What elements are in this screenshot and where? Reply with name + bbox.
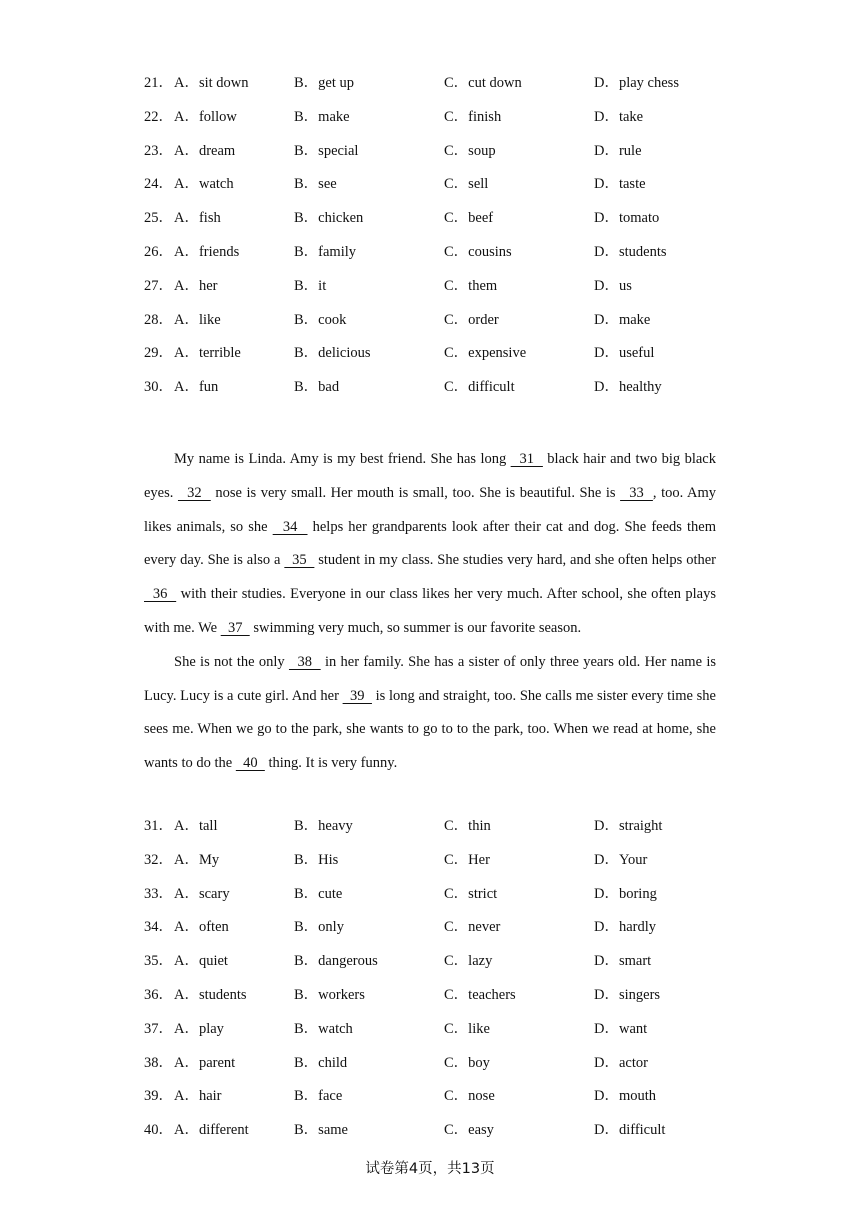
option-c: C．lazy [444, 953, 493, 970]
question-number: 21． [144, 75, 173, 91]
option-d: D．useful [594, 345, 655, 362]
option-a: A．follow [174, 108, 237, 125]
question-row [144, 141, 744, 175]
option-b: B．child [294, 1054, 348, 1071]
question-row [144, 985, 744, 1019]
option-d: D．actor [594, 1054, 648, 1071]
option-a: A．scary [174, 885, 230, 902]
option-c: C．expensive [444, 345, 527, 362]
option-b: B．same [294, 1122, 348, 1139]
option-b: B．make [294, 108, 350, 125]
question-row [144, 1120, 744, 1154]
question-number: 25． [144, 210, 173, 227]
option-d: D．hardly [594, 919, 657, 936]
question-row [144, 816, 744, 850]
question-number: 28． [144, 311, 173, 328]
passage-text: helps her grandparents look after their cat and dog. She feeds them every day. She is also a [144, 518, 716, 569]
question-number: 32． [144, 851, 173, 868]
option-c: C．Her [444, 851, 490, 868]
blank-38: 38 [288, 653, 321, 670]
option-a: A．terrible [174, 345, 241, 362]
option-c: C．beef [444, 210, 494, 227]
blank-40: 40 [235, 755, 265, 772]
passage-paragraph-1 [144, 443, 716, 646]
option-d: D．difficult [594, 1122, 666, 1139]
question-row [144, 850, 744, 884]
question-row [144, 343, 744, 377]
passage-text: in her family. She has a sister of only three years old. Her name is Lucy. Lucy is a cute girl. And her [144, 653, 716, 704]
option-d: D．take [594, 108, 644, 125]
option-a: A．friends [174, 243, 240, 260]
question-number: 34． [144, 919, 173, 936]
passage-text: swimming very much, so summer is our favorite season. [249, 619, 582, 636]
question-row [144, 1053, 744, 1087]
option-c: C．never [444, 919, 501, 936]
blank-39: 39 [342, 687, 372, 704]
option-d: D．taste [594, 176, 646, 193]
blank-35: 35 [284, 552, 315, 569]
option-c: C．cut down [444, 75, 522, 91]
option-b: B．bad [294, 379, 340, 396]
option-b: B．watch [294, 1020, 353, 1037]
option-c: C．order [444, 311, 499, 328]
option-b: B．dangerous [294, 953, 378, 970]
option-d: D．boring [594, 885, 657, 902]
question-number: 27． [144, 277, 173, 294]
option-c: C．cousins [444, 243, 512, 260]
option-c: C．finish [444, 108, 502, 125]
option-a: A．quiet [174, 953, 228, 970]
option-c: C．easy [444, 1122, 494, 1139]
option-c: C．sell [444, 176, 489, 193]
question-row [144, 1086, 744, 1120]
question-row [144, 951, 744, 985]
reading-passage [144, 443, 716, 781]
question-number: 39． [144, 1088, 173, 1105]
option-d: D．make [594, 311, 651, 328]
passage-text: nose is very small. Her mouth is small, too. She is beautiful. She is [210, 484, 621, 501]
option-c: C．thin [444, 818, 491, 834]
passage-text: with their studies. Everyone in our class likes her very much. After school, she often plays with me. We [144, 586, 716, 636]
question-row [144, 884, 744, 918]
option-a: A．fun [174, 379, 219, 396]
option-d: D．mouth [594, 1088, 657, 1105]
question-row [144, 242, 744, 276]
option-a: A．fish [174, 210, 221, 227]
option-d: D．straight [594, 818, 663, 834]
option-c: C．like [444, 1020, 490, 1037]
option-a: A．different [174, 1122, 249, 1139]
option-c: C．soup [444, 142, 496, 159]
option-b: B．heavy [294, 818, 353, 834]
option-b: B．workers [294, 986, 365, 1003]
blank-34: 34 [272, 518, 308, 535]
option-d: D．Your [594, 851, 648, 868]
question-block-21-30 [144, 73, 744, 411]
question-row [144, 73, 744, 107]
option-b: B．cook [294, 311, 347, 328]
option-a: A．sit down [174, 75, 249, 91]
option-a: A．often [174, 919, 229, 936]
option-a: A．My [174, 851, 220, 868]
question-number: 29． [144, 345, 173, 362]
option-c: C．nose [444, 1088, 495, 1105]
blank-32: 32 [177, 484, 211, 501]
question-number: 26． [144, 243, 173, 260]
question-row [144, 208, 744, 242]
option-c: C．boy [444, 1054, 490, 1071]
passage-text: My name is Linda. Amy is my best friend. She has long [174, 451, 511, 467]
option-d: D．want [594, 1020, 648, 1037]
option-b: B．His [294, 851, 339, 868]
option-a: A．watch [174, 176, 234, 193]
option-b: B．chicken [294, 210, 364, 227]
question-row [144, 1019, 744, 1053]
passage-text: She is not the only [174, 653, 289, 670]
question-row [144, 310, 744, 344]
question-number: 40． [144, 1122, 173, 1139]
question-block-31-40 [144, 816, 744, 1154]
blank-36: 36 [144, 586, 177, 603]
passage-text: thing. It is very funny. [264, 755, 398, 772]
option-c: C．difficult [444, 379, 515, 396]
question-number: 30． [144, 379, 173, 396]
question-number: 36． [144, 986, 173, 1003]
option-d: D．us [594, 277, 632, 294]
question-number: 38． [144, 1054, 173, 1071]
option-a: A．parent [174, 1054, 236, 1071]
option-d: D．singers [594, 986, 661, 1003]
option-d: D．rule [594, 142, 642, 159]
passage-text: student in my class. She studies very hard, and she often helps other [314, 552, 716, 569]
passage-text: is long and straight, too. She calls me sister every time she sees me. When we go to the park, she wants to go to to the park, too. When we read at home, she wants to do the [144, 687, 716, 772]
option-d: D．tomato [594, 210, 660, 227]
option-d: D．healthy [594, 379, 662, 396]
passage-paragraph-2 [144, 646, 716, 781]
option-a: A．her [174, 277, 218, 294]
option-b: B．cute [294, 885, 343, 902]
blank-37: 37 [220, 619, 250, 636]
option-c: C．them [444, 277, 498, 294]
question-row [144, 377, 744, 411]
option-b: B．get up [294, 75, 355, 91]
page-footer: 试卷第4页，共13页 [365, 1161, 495, 1177]
option-c: C．teachers [444, 986, 516, 1003]
option-c: C．strict [444, 885, 498, 902]
option-a: A．like [174, 311, 221, 328]
option-d: D．students [594, 243, 667, 260]
blank-33: 33 [620, 484, 653, 501]
option-a: A．tall [174, 818, 218, 834]
question-number: 31． [144, 818, 173, 834]
blank-31: 31 [510, 451, 543, 467]
question-row [144, 107, 744, 141]
question-number: 33． [144, 885, 173, 902]
option-b: B．it [294, 277, 327, 294]
option-b: B．see [294, 176, 337, 193]
option-b: B．face [294, 1088, 343, 1105]
option-a: A．dream [174, 142, 236, 159]
passage-text: , too. Amy likes animals, so she [144, 484, 717, 535]
question-number: 22． [144, 108, 173, 125]
question-row [144, 917, 744, 951]
passage-text: black hair and two big black eyes. [144, 451, 716, 501]
option-a: A．play [174, 1020, 224, 1037]
question-number: 35． [144, 953, 173, 970]
question-number: 37． [144, 1020, 173, 1037]
question-row [144, 276, 744, 310]
option-a: A．students [174, 986, 247, 1003]
option-b: B．family [294, 243, 357, 260]
option-b: B．delicious [294, 345, 371, 362]
option-d: D．smart [594, 953, 652, 970]
question-number: 24． [144, 176, 173, 193]
option-b: B．only [294, 919, 344, 936]
option-a: A．hair [174, 1088, 222, 1105]
option-d: D．play chess [594, 75, 679, 91]
question-row [144, 174, 744, 208]
option-b: B．special [294, 142, 359, 159]
question-number: 23． [144, 142, 173, 159]
